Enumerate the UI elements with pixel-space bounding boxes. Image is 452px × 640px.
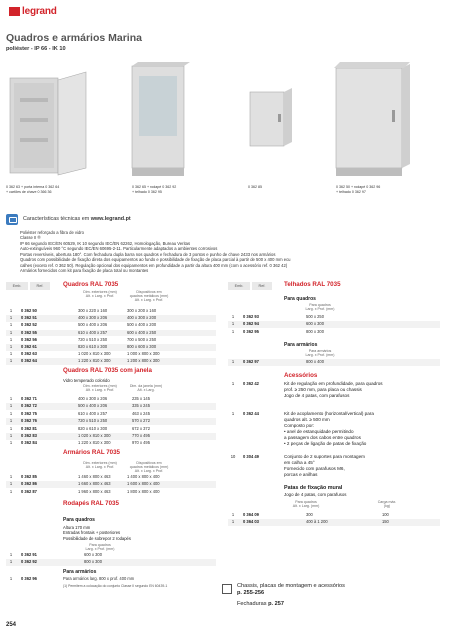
- cell-pack: 1: [9, 329, 13, 335]
- cell-ref: 0 362 84: [21, 440, 37, 446]
- cell-d2: 600 x 400 x 250: [127, 329, 157, 335]
- table-row: [6, 433, 216, 440]
- accessory-text: Kit de regulação em profundidade, para quadros prof. ≥ 250 mm, para placa ou chassis Jogo de 4 patas, com parafusos: [284, 381, 383, 398]
- chassis-page: p. 255-256: [237, 590, 265, 597]
- telhados-para-armarios: Para armários: [284, 342, 318, 348]
- tech-link-text: Características técnicas em www.legrand.pt: [23, 215, 131, 222]
- table-row: [6, 322, 216, 329]
- footnote: (1) Permitem a colocação do conjunto Classe II segundo EN 60439-1: [63, 584, 168, 588]
- cell-d2: 700 x 500 x 250: [127, 336, 157, 342]
- cell-d2: 570 x 272: [132, 418, 150, 424]
- product-photos: [6, 58, 416, 178]
- chassis-icon: [222, 584, 232, 594]
- cell-d2: 800 x 600 x 300: [127, 344, 157, 349]
- col-dispositivos: Dispositivos em quadros metálicos (mm) Alt. x Larg. x Prof.: [129, 290, 169, 303]
- table-row: [6, 559, 216, 566]
- cell-d1: 1 460 x 800 x 463: [78, 474, 111, 479]
- col-rodapes: Para quadros Larg. x Prof. (mm): [85, 543, 115, 552]
- description: [20, 230, 440, 274]
- table-row: [6, 403, 216, 410]
- left-header-pack: Emb.: [6, 282, 28, 290]
- cell-d1: 500 x 400 x 206: [78, 403, 108, 409]
- section-janela: Quadros RAL 7035 com janela: [63, 367, 152, 374]
- photo-cabinet-window: [132, 62, 190, 176]
- cell-ref: 0 362 71: [21, 396, 37, 401]
- cell-d2: 970 x 495: [132, 440, 150, 446]
- rodapes-notes: Altura 170 mm Entradas frontais + posteriores Possibilidade de sobrepor 2 rodapés: [63, 525, 131, 541]
- cell-d1: 500 x 250: [306, 314, 324, 319]
- cell-d2: 150: [382, 519, 389, 525]
- cell-d2: 1 800 x 800 x 400: [127, 488, 160, 494]
- cell-pack: 1: [9, 336, 13, 342]
- cell-ref: 0 362 50: [21, 308, 37, 313]
- cell-d2: 1 200 x 800 x 300: [127, 358, 160, 364]
- table-row: [6, 315, 216, 322]
- cell-pack: 1: [231, 321, 235, 327]
- cell-ref: 0 362 85: [21, 474, 37, 479]
- accessory-text: Conjunto de 2 suportes para montagem em calha a 45° Fornecido com parafusos M6, porcas e anilhas: [284, 454, 365, 477]
- table-row: [228, 512, 440, 519]
- cell-d1: 1 020 x 810 x 300: [78, 351, 111, 357]
- cell-d2: 463 x 245: [132, 410, 150, 416]
- cell-pack: 1: [9, 322, 13, 328]
- cell-ref: 0 362 44: [243, 411, 259, 416]
- cell-ref: 0 364 09: [243, 512, 259, 517]
- cell-d1: 610 x 400 x 257: [78, 329, 108, 335]
- col-telhados: Para quadros Larg. x Prof. (mm): [305, 303, 335, 312]
- rodapes-para-armarios: Para armários: [63, 569, 97, 575]
- photo-large-cabinet: [334, 62, 410, 176]
- cell-d2: 100: [382, 512, 389, 517]
- cell-ref: 0 362 64: [21, 358, 37, 364]
- page-subtitle: poliéster - IP 66 - IK 10: [6, 46, 66, 52]
- table-row: [6, 481, 216, 488]
- cell-ref: 0 362 52: [21, 322, 37, 328]
- cell-ref: 0 362 56: [21, 336, 37, 342]
- table-row: [6, 358, 216, 365]
- cell-d1: 400 x 300 x 206: [78, 396, 108, 401]
- caption-3: 0 362 85: [248, 185, 262, 189]
- col-dim-ext: Dim. exteriores (mm) Alt. x Larg. x Prof.: [83, 290, 117, 299]
- accessory-text: Kit de acoplamento (horizontal/vertical) para quadros alt. ≥ 500 mm Composto por: • anel de estanquidade permitindo a passagem dos cabos entre quadros • 2 peças de ligação de patas de fixação: [284, 411, 374, 446]
- table-row: [6, 474, 216, 481]
- cell-ref: 0 362 91: [21, 552, 37, 557]
- cell-ref: 0 362 75: [21, 410, 37, 416]
- cell-d2: 400 x 300 x 200: [127, 315, 157, 321]
- caption-2: 0 362 65 + rodapé 0 362 92 + telhado 0 362 95: [132, 185, 177, 194]
- cell-pack: 10: [230, 454, 236, 459]
- cell-ref: 0 362 87: [21, 488, 37, 494]
- right-header-pack: Emb.: [228, 282, 250, 290]
- cell-ref: 0 362 86: [21, 481, 37, 487]
- product-photo-group: [6, 58, 416, 180]
- table-row: [228, 329, 440, 336]
- section-telhados: Telhados RAL 7035: [284, 281, 341, 288]
- caption-1: 0 362 63 + porta interna 0 362 64 + cartões de chave 0 366 36: [6, 185, 60, 194]
- table-row: [6, 396, 216, 403]
- cell-d2: 672 x 372: [132, 425, 150, 431]
- cell-ref: 0 362 94: [243, 321, 259, 327]
- cell-ref: 0 362 95: [243, 328, 259, 334]
- cell-pack: 1: [231, 512, 235, 517]
- cell-pack: 1: [9, 344, 13, 349]
- cell-d1: 600 x 300: [84, 552, 102, 557]
- cell-pack: 1: [9, 396, 13, 401]
- cell-pack: 1: [9, 403, 13, 409]
- table-row: [6, 308, 216, 315]
- cell-ref: 0 362 93: [243, 314, 259, 319]
- cell-pack: 1: [231, 411, 235, 416]
- table-row: 1 0 362 97 800 x 400: [231, 359, 324, 364]
- table-row: [228, 321, 440, 328]
- desc-line: Quadros com possibilidade de fixação direta dos equipamentos ao fundo e possibilidade de fixação de placa parcial à partir de 500 x 400 mm ecu: [20, 257, 291, 263]
- photo-open-cabinet: [10, 72, 86, 175]
- cell-pack: 1: [9, 410, 13, 416]
- cell-d2: 335 x 245: [132, 403, 150, 409]
- cell-d2: 300 x 200 x 160: [127, 308, 157, 313]
- cell-ref: 0 362 83: [21, 433, 37, 438]
- col-dim-janela: Dim. da janela (mm) Alt. x Larg.: [129, 384, 163, 393]
- cell-d2: 500 x 400 x 200: [127, 322, 157, 328]
- cell-d1: 800 x 300: [306, 328, 324, 334]
- patas-note: Jogo de 4 patas, com parafusos: [284, 492, 347, 497]
- cell-d1: 820 x 610 x 300: [78, 344, 108, 349]
- rodapes-para-quadros: Para quadros: [63, 517, 95, 523]
- cell-pack: 1: [9, 474, 13, 479]
- cell-pack: 1: [231, 519, 235, 525]
- cell-ref: 0 362 81: [21, 425, 37, 431]
- cell-pack: 1: [9, 481, 13, 487]
- cell-d1: 720 x 510 x 250: [78, 336, 108, 342]
- cell-d2: 235 x 145: [132, 396, 150, 401]
- cell-d1: 1 220 x 810 x 300: [78, 440, 111, 446]
- caption-4: 0 362 50 + rodapé 0 362 96 + telhado 0 362 97: [336, 185, 381, 194]
- cell-d1: 1 020 x 810 x 300: [78, 433, 111, 438]
- cell-d1: 610 x 400 x 257: [78, 410, 108, 416]
- col-patas-carga: Carga máx. (kg): [377, 500, 397, 509]
- cell-pack: 1: [9, 351, 13, 357]
- section-rodapes: Rodapés RAL 7035: [63, 500, 119, 507]
- legrand-logo-mark: [9, 7, 20, 16]
- col-telhados-armarios: Para armários Larg. x Prof. (mm): [305, 349, 335, 358]
- fechaduras-link[interactable]: Fechaduras p. 257: [237, 600, 284, 607]
- cell-pack: 1: [9, 308, 13, 313]
- cell-d1: 400 à 1 200: [306, 519, 328, 525]
- col-dim-ext-janela: Dim. exteriores (mm) Alt. x Larg. x Prof.: [83, 384, 117, 393]
- cell-pack: 1: [9, 358, 13, 364]
- table-row: [6, 418, 216, 425]
- table-row: [6, 330, 216, 337]
- cell-ref: 0 364 03: [243, 519, 259, 525]
- cell-d1: 1 220 x 810 x 300: [78, 358, 111, 364]
- cell-ref: 0 362 76: [21, 418, 37, 424]
- telhados-para-quadros: Para quadros: [284, 296, 316, 302]
- janela-note: Vidro temperado colorido: [63, 378, 110, 383]
- section-acessorios: Acessórios: [284, 372, 318, 379]
- cell-ref: 0 362 42: [243, 381, 259, 386]
- table-row: [6, 489, 216, 496]
- cell-d2: 1 400 x 800 x 400: [127, 474, 160, 479]
- page-title: Quadros e armários Marina: [6, 32, 142, 44]
- cell-pack: 1: [9, 315, 13, 321]
- cell-d1: 1 660 x 800 x 463: [78, 481, 111, 487]
- table-row: [6, 344, 216, 351]
- table-row: [6, 426, 216, 433]
- cell-d2: 770 x 495: [132, 433, 150, 438]
- catalog-icon: [6, 214, 18, 225]
- cell-d1: 800 x 300: [84, 559, 102, 565]
- cell-ref: 0 304 49: [243, 454, 259, 459]
- cell-pack: 1: [9, 488, 13, 494]
- cell-pack: 1: [9, 440, 13, 446]
- cell-d1: 600 x 300: [306, 321, 324, 327]
- tech-link[interactable]: [6, 212, 246, 226]
- cell-d1: 500 x 400 x 206: [78, 322, 108, 328]
- cell-pack: 1: [231, 328, 235, 334]
- cell-ref: 0 362 63: [21, 351, 37, 357]
- cell-d1: 1 960 x 800 x 463: [78, 488, 111, 494]
- desc-line: Classe II ®: [20, 235, 41, 241]
- cell-ref: 0 362 92: [21, 559, 37, 565]
- cell-pack: 1: [9, 425, 13, 431]
- table-row: [6, 337, 216, 344]
- col-dispositivos-armarios: Dispositivos em quadros metálicos (mm) Alt. x Larg. x Prof.: [129, 461, 169, 474]
- cell-d2: 1 600 x 800 x 400: [127, 481, 160, 487]
- desc-line: Armários fornecidos com kit para fixação de placa total ou montantes: [20, 268, 149, 274]
- chassis-text: Chassis, placas de montagem e acessórios: [237, 583, 345, 589]
- cell-d2: 1 000 x 800 x 300: [127, 351, 160, 357]
- cell-ref: 0 362 55: [21, 329, 37, 335]
- desc-line: Poliéster reforçado a fibra de vidro: [20, 230, 85, 235]
- table-row: [6, 552, 216, 559]
- photo-wall-box: [250, 88, 292, 146]
- page-number: 254: [6, 622, 17, 628]
- desc-line: IP 66 segundo IEC/EN 60529, IK 10 segundo IEC/EN 62262, Homologação, Bureau Veritas: [20, 240, 191, 246]
- cell-pack: 1: [9, 418, 13, 424]
- cell-d1: 300: [306, 512, 313, 517]
- col-dim-ext-armarios: Dim. exteriores (mm) Alt. x Larg. x Prof.: [83, 461, 117, 470]
- cell-pack: 1: [231, 314, 235, 319]
- table-row: [228, 519, 440, 526]
- table-row: [6, 411, 216, 418]
- table-row: [6, 351, 216, 358]
- right-header-ref: Ref.: [252, 282, 272, 290]
- chassis-link[interactable]: [237, 583, 437, 608]
- cell-ref: 0 362 51: [21, 315, 37, 321]
- cell-pack: 1: [9, 552, 13, 557]
- desc-line: Auto-extinguíveis 960 °C segundo IEC/EN 60695-2-11. Particularmente adaptados a ambientes corrosivos: [20, 246, 218, 252]
- table-row: 1 0 362 96 Para armários larg. 800 x prof. 400 mm: [9, 576, 135, 581]
- section-patas: Patas de fixação mural: [284, 485, 343, 491]
- desc-line: calhes (exceto ref. 0 362 50). Regulação opcional dos equipamentos em profundidade a partir da altura 400 mm (com o acessório ref. 0 362 42): [20, 262, 288, 268]
- col-patas-quadros: Para quadros Alt. x Larg. (mm): [292, 500, 320, 509]
- left-header-ref: Ref.: [30, 282, 50, 290]
- cell-d1: 720 x 510 x 250: [78, 418, 108, 424]
- cell-ref: 0 362 72: [21, 403, 37, 409]
- cell-pack: 1: [9, 559, 13, 565]
- legrand-logo: [6, 4, 66, 20]
- tech-link-url[interactable]: www.legrand.pt: [90, 215, 131, 222]
- table-row: [228, 314, 440, 321]
- cell-ref: 0 362 61: [21, 344, 37, 349]
- cell-d1: 300 x 220 x 160: [78, 308, 108, 313]
- cell-d1: 400 x 300 x 206: [78, 315, 108, 321]
- cell-pack: 1: [9, 433, 13, 438]
- section-armarios: Armários RAL 7035: [63, 449, 120, 456]
- cell-pack: 1: [231, 381, 235, 386]
- section-quadros: Quadros RAL 7035: [63, 281, 119, 288]
- legrand-logo-text: legrand: [22, 6, 57, 17]
- cell-d1: 820 x 610 x 300: [78, 425, 108, 431]
- table-row: [6, 440, 216, 447]
- desc-line: Portas reversíveis, abertura 180°. Com fechadura dupla barra nos quadros e fechadura de 3 pontos e punho de chave 2433 nos armários: [20, 251, 276, 257]
